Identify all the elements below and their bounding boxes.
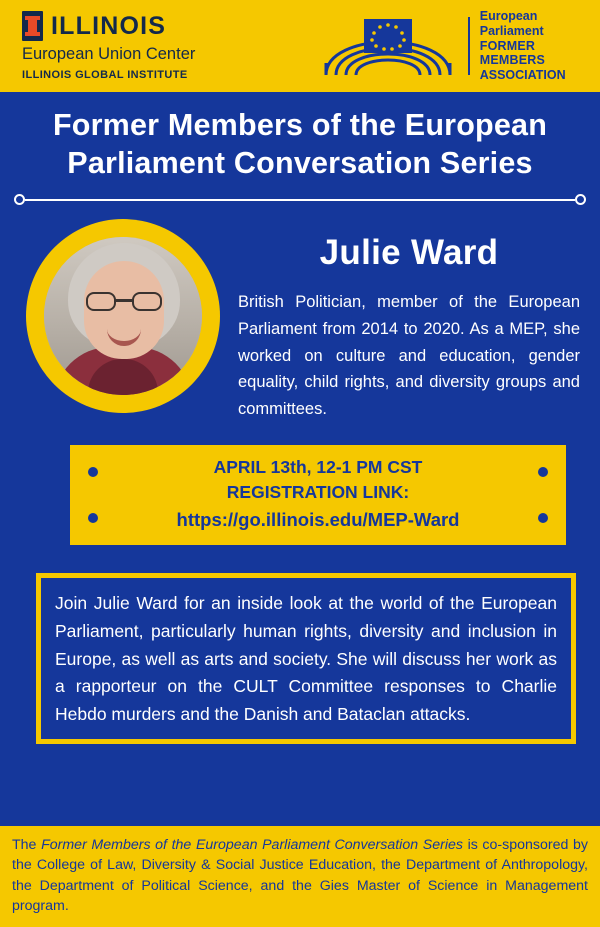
illinois-logo (10, 11, 240, 80)
bullet-dot-icon (538, 467, 548, 477)
speaker-name: Julie Ward (319, 233, 499, 273)
footer-suffix: is co-sponsored by the College of Law, Diversity & Social Justice Education, the Department of Anthropology, the Department of Political Science, and the Gies Master of Science in Management program. (12, 836, 588, 915)
footer-series-title: Former Members of the European Parliament Conversation Series (41, 836, 463, 853)
page-title (0, 92, 600, 186)
ep-logo-line-2: FORMER MEMBERS (479, 38, 546, 68)
description-text: Join Julie Ward for an inside look at the world of the European Parliament, particularly human rights, diversity and inclusion in Europe, as well as arts and society. She will discuss her work as a rapporteur on the CULT Committee responses to Charlie Hebdo murders and the Danish and Bataclan attacks. (55, 593, 557, 724)
divider-dot-right-icon (575, 194, 586, 205)
ep-logo-line-3: ASSOCIATION (479, 68, 566, 83)
description-box (36, 573, 576, 743)
event-datetime: APRIL 13th, 12-1 PM CST (213, 456, 423, 477)
header-band (0, 0, 600, 92)
event-bullets-left (88, 465, 98, 523)
footer-sponsors (0, 826, 600, 927)
title-line-1: Former Members of the European (52, 108, 548, 142)
event-details-box (70, 445, 566, 546)
bullet-dot-icon (538, 513, 548, 523)
hemicycle-icon (318, 13, 458, 79)
divider-dot-left-icon (14, 194, 25, 205)
illinois-wordmark-row (22, 11, 240, 41)
title-line-2: Parliament Conversation Series (67, 146, 533, 181)
event-text (108, 455, 528, 534)
divider-rule (25, 199, 575, 201)
bullet-dot-icon (88, 513, 98, 523)
speaker-photo-frame (26, 219, 220, 413)
speaker-section (0, 205, 600, 423)
speaker-bio: British Politician, member of the European Parliament from 2014 to 2020. As a MEP, she worked on culture and education, gender equality, child rights, and diversity groups and committees. (238, 293, 580, 419)
illinois-wordmark: ILLINOIS (51, 11, 167, 40)
eu-center-name: European Union Center (22, 45, 196, 64)
registration-link[interactable]: https://go.illinois.edu/MEP-Ward (176, 508, 460, 530)
footer-prefix: The (12, 836, 42, 853)
european-parliament-logo (318, 9, 590, 83)
bullet-dot-icon (88, 467, 98, 477)
ep-logo-text (480, 9, 590, 83)
title-divider (0, 186, 600, 205)
illinois-global-institute-name: ILLINOIS GLOBAL INSTITUTE (22, 68, 188, 81)
ep-logo-line-1: European Parliament (479, 9, 544, 38)
event-bullets-right (538, 465, 548, 523)
logo-divider (468, 17, 470, 75)
registration-label: REGISTRATION LINK: (226, 482, 410, 503)
speaker-details (220, 219, 580, 423)
illinois-block-i-icon (22, 11, 43, 41)
speaker-portrait (44, 237, 202, 395)
